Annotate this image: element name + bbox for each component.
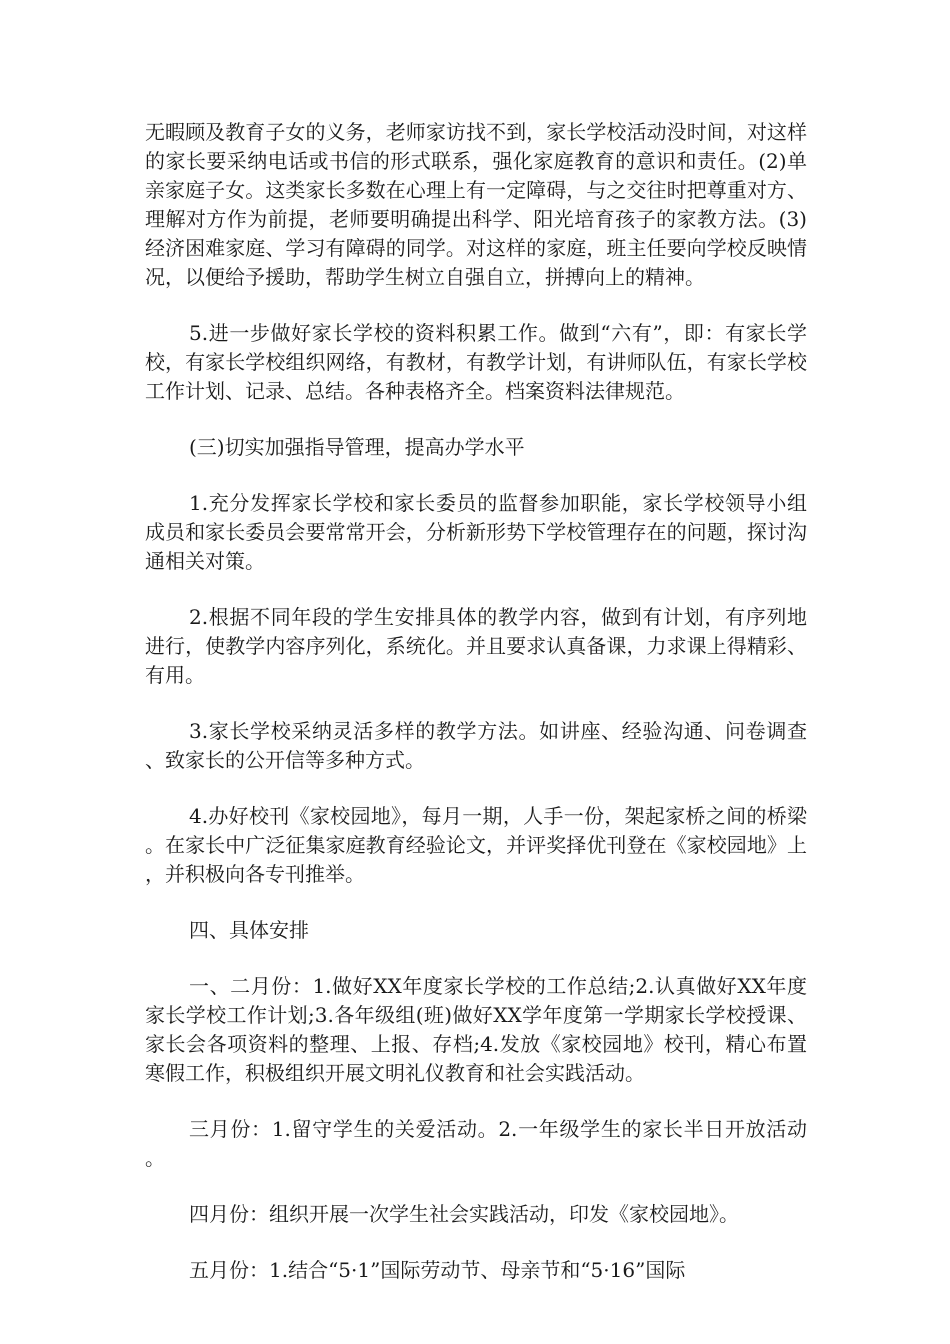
paragraph-may: 五月份：1.结合“5·1”国际劳动节、母亲节和“5·16”国际 [189, 1258, 686, 1282]
paragraph-family-types: 无暇顾及教育子女的义务，老师家访找不到，家长学校活动没时间，对这样的家长要采纳电话或书信的形式联系，强化家庭教育的意识和责任。(2)单亲家庭子女。这类家长多数在心理上有一定障碍，与之交往时把尊重对方、理解对方作为前提，老师要明确提出科学、阳光培育孩子的家教方法。(3)经济困难家庭、学习有障碍的同学。对这样的家庭，班主任要向学校反映情况，以便给予援助，帮助学生树立自强自立，拼搏向上的精神。 [145, 120, 807, 289]
section-heading-guidance: (三)切实加强指导管理，提高办学水平 [189, 435, 525, 459]
paragraph-item-2-content: 2.根据不同年段的学生安排具体的教学内容，做到有计划，有序列地进行，使教学内容序列化，系统化。并且要求认真备课，力求课上得精彩、有用。 [145, 605, 807, 687]
paragraph-march: 三月份：1.留守学生的关爱活动。2.一年级学生的家长半日开放活动。 [145, 1117, 807, 1170]
paragraph-jan-feb: 一、二月份：1.做好XX年度家长学校的工作总结;2.认真做好XX年度家长学校工作计划;3.各年级组(班)做好XX学年度第一学期家长学校授课、家长会各项资料的整理、上报、存档;4.发放《家校园地》校刊，精心布置寒假工作，积极组织开展文明礼仪教育和社会实践活动。 [145, 974, 807, 1085]
paragraph-item-3-methods: 3.家长学校采纳灵活多样的教学方法。如讲座、经验沟通、问卷调查、致家长的公开信等多种方式。 [145, 719, 807, 772]
paragraph-item-1-supervision: 1.充分发挥家长学校和家长委员的监督参加职能，家长学校领导小组成员和家长委员会要常常开会，分析新形势下学校管理存在的问题，探讨沟通相关对策。 [145, 491, 807, 573]
paragraph-april: 四月份：组织开展一次学生社会实践活动，印发《家校园地》。 [189, 1202, 739, 1226]
document-page [145, 118, 807, 1285]
paragraph-item-4-journal: 4.办好校刊《家校园地》，每月一期，人手一份，架起家桥之间的桥梁。在家长中广泛征集家庭教育经验论文，并评奖择优刊登在《家校园地》上，并积极向各专刊推举。 [145, 804, 807, 886]
section-heading-schedule: 四、具体安排 [189, 918, 309, 942]
paragraph-item-5-archives: 5.进一步做好家长学校的资料积累工作。做到“六有”，即：有家长学校，有家长学校组织网络，有教材，有教学计划，有讲师队伍，有家长学校工作计划、记录、总结。各种表格齐全。档案资料法律规范。 [145, 321, 807, 403]
